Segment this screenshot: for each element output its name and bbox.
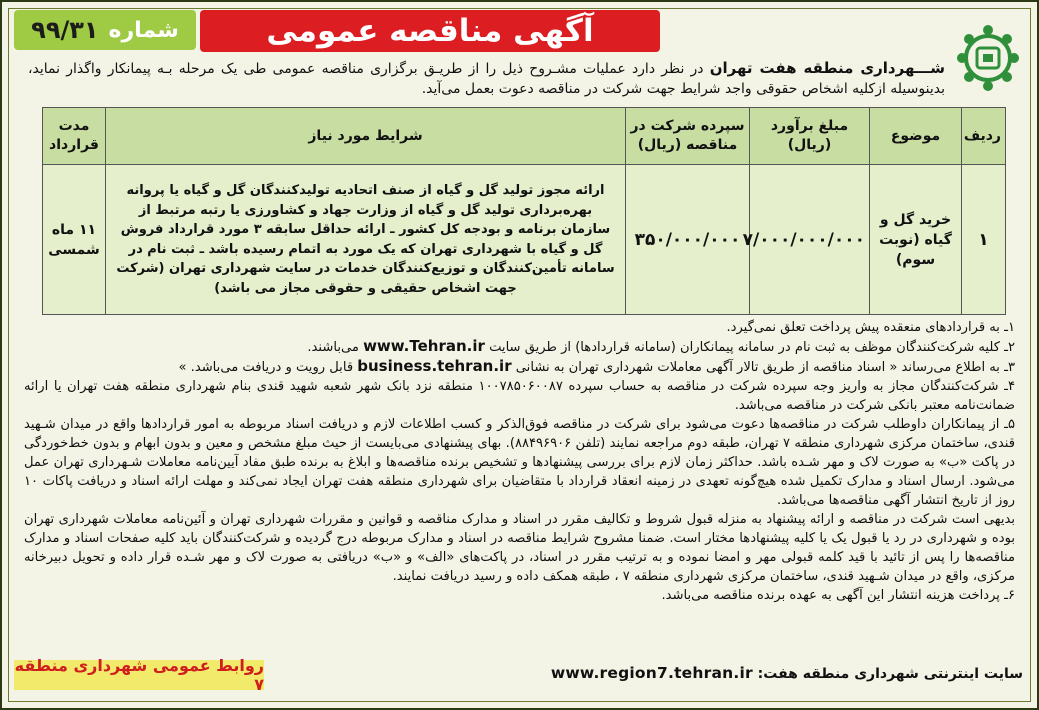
page-title: آگهی مناقصه عمومی	[266, 13, 594, 49]
region7-site-link[interactable]: www.region7.tehran.ir	[550, 664, 753, 682]
tehran-site-link[interactable]: www.Tehran.ir	[363, 337, 485, 355]
intro-paragraph	[28, 58, 945, 99]
tehran-municipality-logo-icon	[955, 22, 1021, 94]
cell-row-number: ۱	[962, 165, 1006, 315]
title-banner	[200, 10, 660, 52]
intro-text: در نظر دارد عملیات مشـروح ذیل را از طریـق برگزاری مناقصه عمومی طی یک مرحله بـه پیمانکار واگذار نماید، بدینوسیله ازکلیه اشخاص حقوقی واجد شرایط جهت شرکت در مناقصه دعوت بعمل می‌آید.	[28, 61, 945, 97]
note-3-text: ۳ـ به اطلاع می‌رساند « اسناد مناقصه از طریق تالار آگهی معاملات شهرداری تهران به نشانی	[511, 360, 1015, 375]
header-subject: موضوع	[870, 108, 962, 165]
number-value: ۹۹/۳۱	[31, 16, 99, 44]
terms-notes	[24, 318, 1015, 605]
site-label: سایت اینترنتی شهرداری منطقه هفت:	[752, 666, 1023, 682]
header-row-number: ردیف	[962, 108, 1006, 165]
footer	[14, 656, 1023, 694]
header-duration: مدت قرارداد	[43, 108, 106, 165]
business-site-link[interactable]: business.tehran.ir	[357, 357, 512, 375]
header-conditions: شرایط مورد نیاز	[106, 108, 626, 165]
table-row	[43, 165, 1006, 315]
cell-deposit: ۳۵۰/۰۰۰/۰۰۰	[626, 165, 750, 315]
note-6: ۶ـ پرداخت هزینه انتشار این آگهی به عهده برنده مناقصه می‌باشد.	[661, 588, 1015, 603]
tender-table	[42, 107, 1006, 315]
cell-conditions: ارائه مجوز تولید گل و گیاه از صنف اتحادیه تولیدکنندگان گل و گیاه یا پروانه بهره‌برداری تولید گل و گیاه از وزارت جهاد و کشاورزی یا رتبه مرتبط از سازمان برنامه و بودجه کل کشور ـ ارائه حداقل سابقه ۳ مورد قرارداد فروش گل و گیاه با شهرداری تهران که یک مورد به اتمام رسیده باشد ـ ثبت نام در سامانه تأمین‌کنندگان و توزیع‌کنندگان خدمات در سایت شهرداری تهران (شرکت جهت اشخاص حقیقی و حقوقی مجاز می باشد)	[106, 165, 626, 315]
note-2	[24, 337, 1015, 357]
footer-site	[551, 664, 1023, 682]
note-2-text: ۲ـ کلیه شرکت‌کنندگان موظف به ثبت نام در سامانه پیمانکاران (سامانه قراردادها) از طریق سایت	[484, 340, 1015, 355]
cell-duration: ۱۱ ماه شمسی	[43, 165, 106, 315]
public-relations-text: روابط عمومی شهرداری منطقه ۷	[14, 656, 264, 694]
table-header-row	[43, 108, 1006, 165]
tender-number-box	[14, 10, 196, 50]
header-deposit: سپرده شرکت در مناقصه (ریال)	[626, 108, 750, 165]
cell-subject: خرید گل و گیاه (نوبت سوم)	[870, 165, 962, 315]
note-2-end: می‌باشند.	[307, 340, 364, 355]
header-estimate: مبلغ برآورد (ریال)	[750, 108, 870, 165]
cell-estimate: ۷/۰۰۰/۰۰۰/۰۰۰	[750, 165, 870, 315]
number-label: شماره	[108, 17, 179, 43]
note-1: ۱ـ به قراردادهای منعقده پیش پرداخت تعلق نمی‌گیرد.	[726, 320, 1015, 335]
note-5: ۵ـ از پیمانکاران داوطلب شرکت در مناقصه‌ها دعوت می‌شود برای شرکت در مناقصه فوق‌الذکر و کسب اطلاعات لازم و دریافت اسناد مربوطه به امور قراردادها واقع در میدان شـهید قندی، ساختمان مرکزی شهرداری منطقه ۷ تهران، طبقه دوم مراجعه نمایند (تلفن ۸۸۴۹۶۹۰۶). بهای پیشنهادی می‌بایست از حیث مبلغ مشخص و معین و بدون ابهام و بدون خط‌خوردگی در پاکت «ب» به صورت لاک و مهر شـده باشد. حداکثر زمان لازم برای بررسی پیشنهادها و تشخیص برنده مناقصه‌ها و ابلاغ به برنده طبق مفاد آیین‌نامه معاملات شـهرداری تهران عمل می‌شود. ارسال اسناد و مدارک تکمیل شده هیچ‌گونه تعهدی در زمینه انعقاد قرارداد با متقاضیان برای شهرداری منطقه هفت تهران ایجاد نمی‌کند و مهلت ارائه اسناد و دریافت پاکات ۱۰ روز از تاریخ انتشار آگهی مناقصه‌ها می‌باشد.	[24, 417, 1015, 508]
organization-name: شـــهرداری منطقه هفت تهران	[709, 59, 945, 77]
public-relations-badge	[14, 656, 264, 694]
note-3-end: قابل رویت و دریافت می‌باشد. »	[178, 360, 358, 375]
note-4: ۴ـ شرکت‌کنندگان مجاز به واریز وجه سپرده شرکت در مناقصه به حساب سپرده ۱۰۰۷۸۵۰۶۰۰۸۷ منطقه نزد بانک شهر شعبه شهید قندی بنام شهرداری منطقه هفت تهران یا ارائه ضمانت‌نامه معتبر بانکی شرکت در مناقصه می‌باشد.	[24, 379, 1015, 413]
note-3	[24, 357, 1015, 377]
note-5-continued: بدیهی است شرکت در مناقصه و ارائه پیشنهاد به منزله قبول شروط و تکالیف مقرر در اسناد و مدارک مناقصه و قوانین و مقررات شهرداری تهران و آئین‌نامه معاملات شهرداری تهران بوده و شهرداری در رد یا قبول یک یا کلیه پیشنهادها مختار است. ضمنا مشروح شرایط مناقصه در اسناد و مدارک مربوطه درج گردیده و شرکت‌کنندگان باید کلیه صفحات اسناد و مدارک مناقصه‌ها را پس از تائید با قید کلمه قبولی مهر و امضا نموده و به ترتیب مقرر در اسناد، در پاکت‌های «الف» و «ب» دریافتی به صورت لاک و مهر شـده قرار داده و تحویل دبیرخانه مرکزی، واقع در میدان شـهید قندی، ساختمان مرکزی شهرداری منطقه ۷ ، طبقه همکف داده و رسید دریافت نمایند.	[24, 512, 1015, 584]
